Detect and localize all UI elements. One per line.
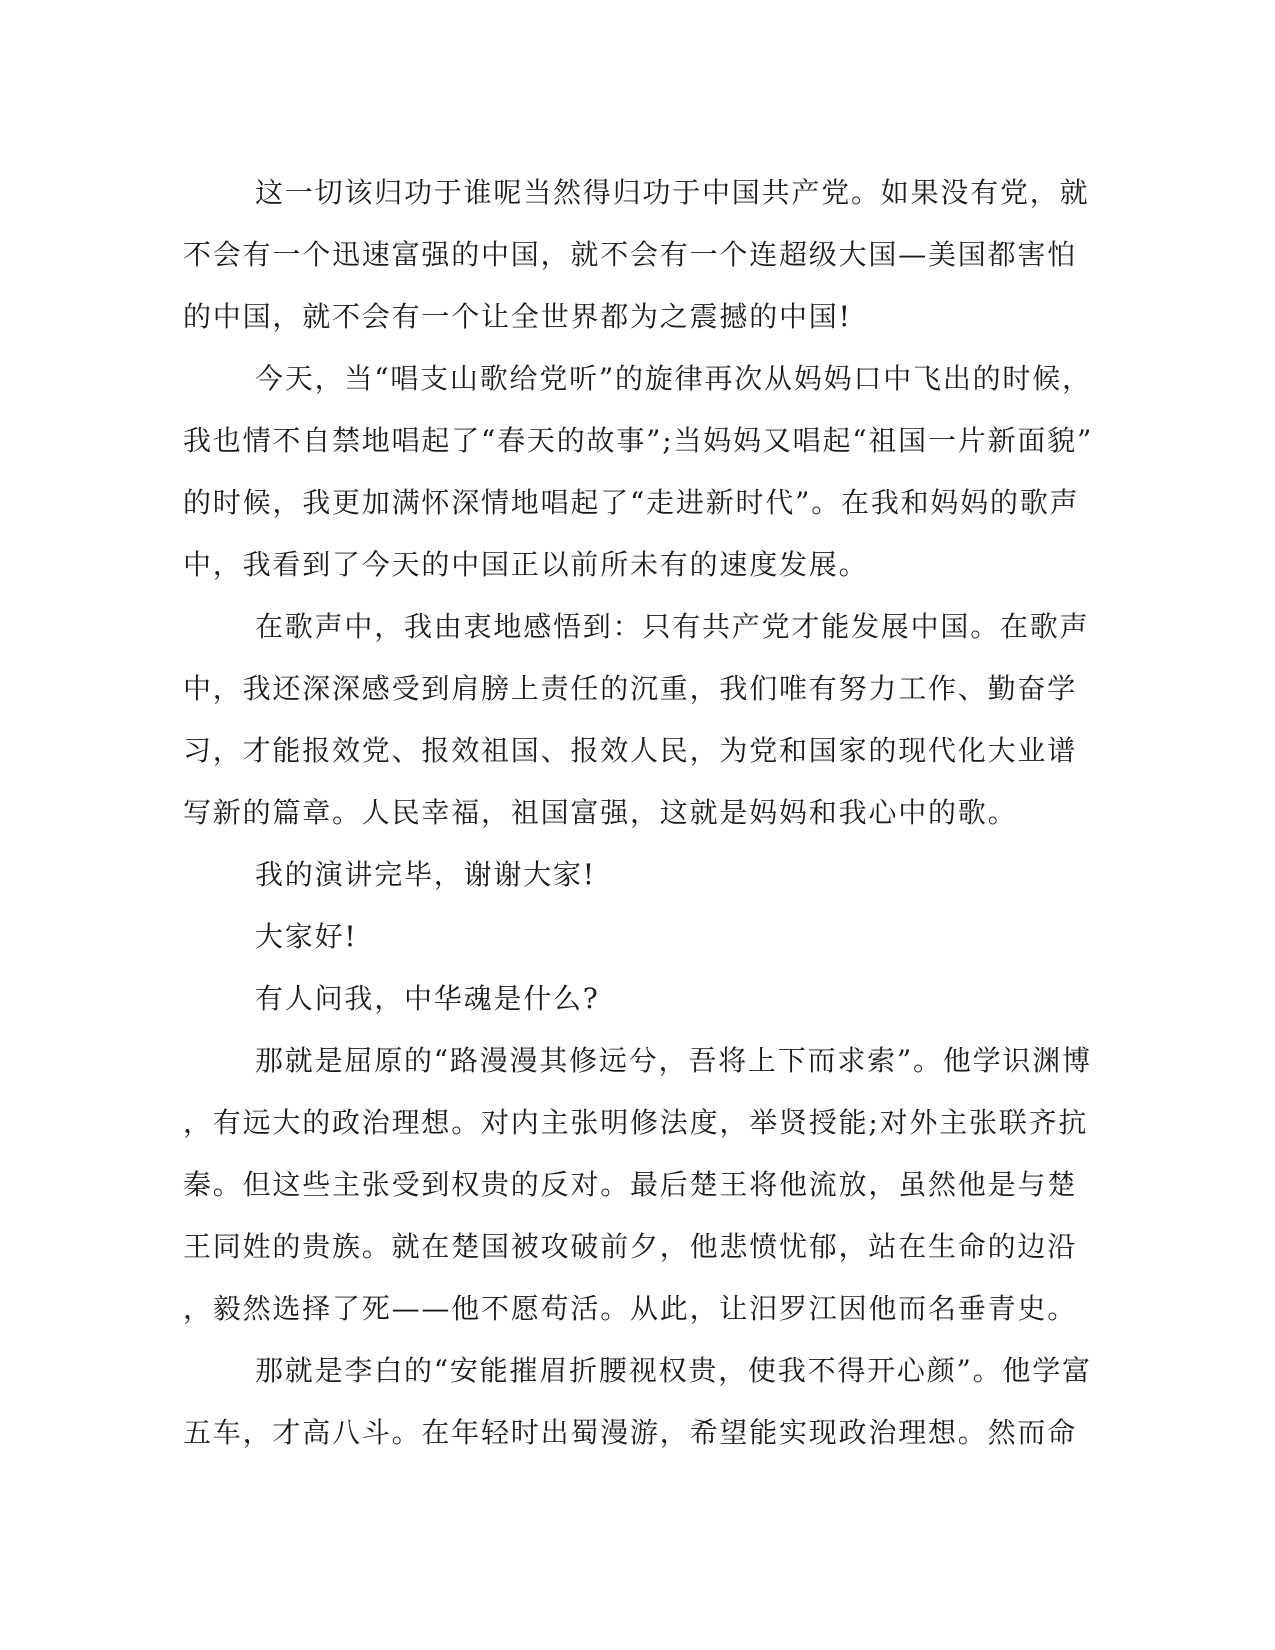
text-line: 中，我还深深感受到肩膀上责任的沉重，我们唯有努力工作、勤奋学 <box>183 672 1078 705</box>
text-line: 中，我看到了今天的中国正以前所未有的速度发展。 <box>183 548 869 581</box>
body-text <box>183 162 1094 1464</box>
text-line: 写新的篇章。人民幸福，祖国富强，这就是妈妈和我心中的歌。 <box>183 796 1018 829</box>
text-line: 在歌声中，我由衷地感悟到：只有共产党才能发展中国。在歌声 <box>255 610 1090 643</box>
text-line: 我也情不自禁地唱起了“春天的故事”;当妈妈又唱起“祖国一片新面貌” <box>183 424 1094 457</box>
text-line: 今天，当“唱支山歌给党听”的旋律再次从妈妈口中飞出的时候， <box>255 362 1092 395</box>
text-line: 我的演讲完毕，谢谢大家! <box>255 858 596 891</box>
text-line: 这一切该归功于谁呢当然得归功于中国共产党。如果没有党，就 <box>255 176 1090 209</box>
text-line: 的时候，我更加满怀深情地唱起了“走进新时代”。在我和妈妈的歌声 <box>183 486 1080 519</box>
text-line: 五车，才高八斗。在年轻时出蜀漫游，希望能实现政治理想。然而命 <box>183 1416 1078 1449</box>
text-line: 的中国，就不会有一个让全世界都为之震撼的中国! <box>183 300 852 333</box>
text-line: 大家好! <box>255 920 358 953</box>
text-line: 习，才能报效党、报效祖国、报效人民，为党和国家的现代化大业谱 <box>183 734 1078 767</box>
text-line: 不会有一个迅速富强的中国，就不会有一个连超级大国—美国都害怕 <box>183 238 1078 271</box>
text-line: ，毅然选择了死——他不愿苟活。从此，让汨罗江因他而名垂青史。 <box>183 1292 1078 1325</box>
text-line: ，有远大的政治理想。对内主张明修法度，举贤授能;对外主张联齐抗 <box>183 1106 1089 1139</box>
text-line: 那就是李白的“安能摧眉折腰视权贵，使我不得开心颜”。他学富 <box>255 1354 1092 1387</box>
text-line: 那就是屈原的“路漫漫其修远兮，吾将上下而求索”。他学识渊博 <box>255 1044 1092 1077</box>
text-line: 有人问我，中华魂是什么? <box>255 982 600 1015</box>
text-line: 秦。但这些主张受到权贵的反对。最后楚王将他流放，虽然他是与楚 <box>183 1168 1078 1201</box>
text-line: 王同姓的贵族。就在楚国被攻破前夕，他悲愤忧郁，站在生命的边沿 <box>183 1230 1078 1263</box>
